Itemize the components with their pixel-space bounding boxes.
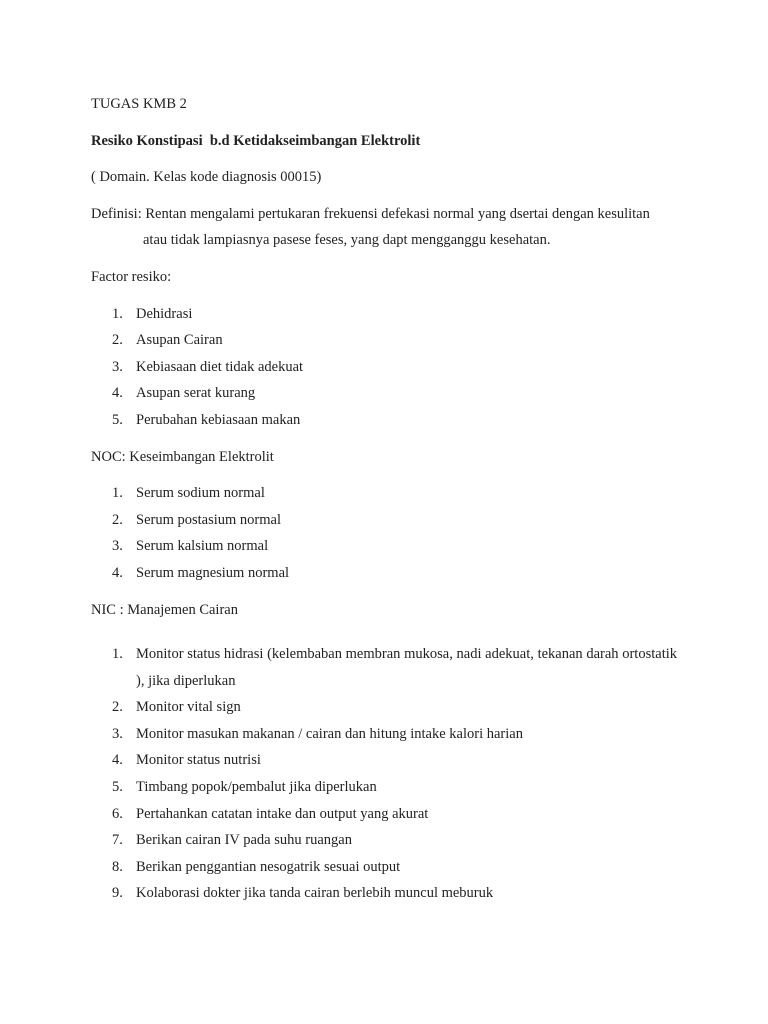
list-item: 5. Timbang popok/pembalut jika diperlukan <box>112 779 377 796</box>
list-item: 2. Asupan Cairan <box>112 332 223 349</box>
list-item: 3. Kebiasaan diet tidak adekuat <box>112 358 304 375</box>
list-item: 1. Monitor status hidrasi (kelembaban membran mukosa, nadi adekuat, tekanan darah ortostatik ), jika diperlukan <box>112 646 677 689</box>
list-item: 7. Berikan cairan IV pada suhu ruangan <box>112 832 352 849</box>
diagnosis-title: Resiko Konstipasi b.d Ketidakseimbangan Elektrolit <box>91 132 421 149</box>
document-content <box>91 91 677 907</box>
list-item: 1. Dehidrasi <box>112 305 193 322</box>
list-item: 2. Monitor vital sign <box>112 699 241 716</box>
list-item: 6. Pertahankan catatan intake dan output yang akurat <box>112 805 429 822</box>
noc-heading: NOC: Keseimbangan Elektrolit <box>91 448 274 465</box>
list-item: 9. Kolaborasi dokter jika tanda cairan berlebih muncul meburuk <box>112 885 494 902</box>
definition-line-2: atau tidak lampiasnya pasese feses, yang dapt mengganggu kesehatan. <box>143 232 551 249</box>
definition-line-1: Rentan mengalami pertukaran frekuensi defekasi normal yang dsertai dengan kesulitan <box>141 205 650 222</box>
list-item: 5. Perubahan kebiasaan makan <box>112 411 301 428</box>
list-item: 4. Asupan serat kurang <box>112 385 256 402</box>
factor-heading: Factor resiko: <box>91 268 172 285</box>
list-item: 3. Monitor masukan makanan / cairan dan hitung intake kalori harian <box>112 725 523 742</box>
noc-list <box>91 480 677 586</box>
definition-block <box>91 201 677 254</box>
nic-list <box>91 641 677 907</box>
list-item: 1. Serum sodium normal <box>112 485 265 502</box>
list-item: 4. Serum magnesium normal <box>112 564 290 581</box>
definition-label: Definisi: <box>91 205 142 222</box>
list-item: 4. Monitor status nutrisi <box>112 752 261 769</box>
factor-list <box>91 301 677 434</box>
document-heading: TUGAS KMB 2 <box>91 96 187 112</box>
list-item: 3. Serum kalsium normal <box>112 538 269 555</box>
list-item: 8. Berikan penggantian nesogatrik sesuai output <box>112 858 401 875</box>
nic-heading: NIC : Manajemen Cairan <box>91 601 238 618</box>
domain-line: ( Domain. Kelas kode diagnosis 00015) <box>91 169 322 186</box>
list-item: 2. Serum postasium normal <box>112 511 281 528</box>
